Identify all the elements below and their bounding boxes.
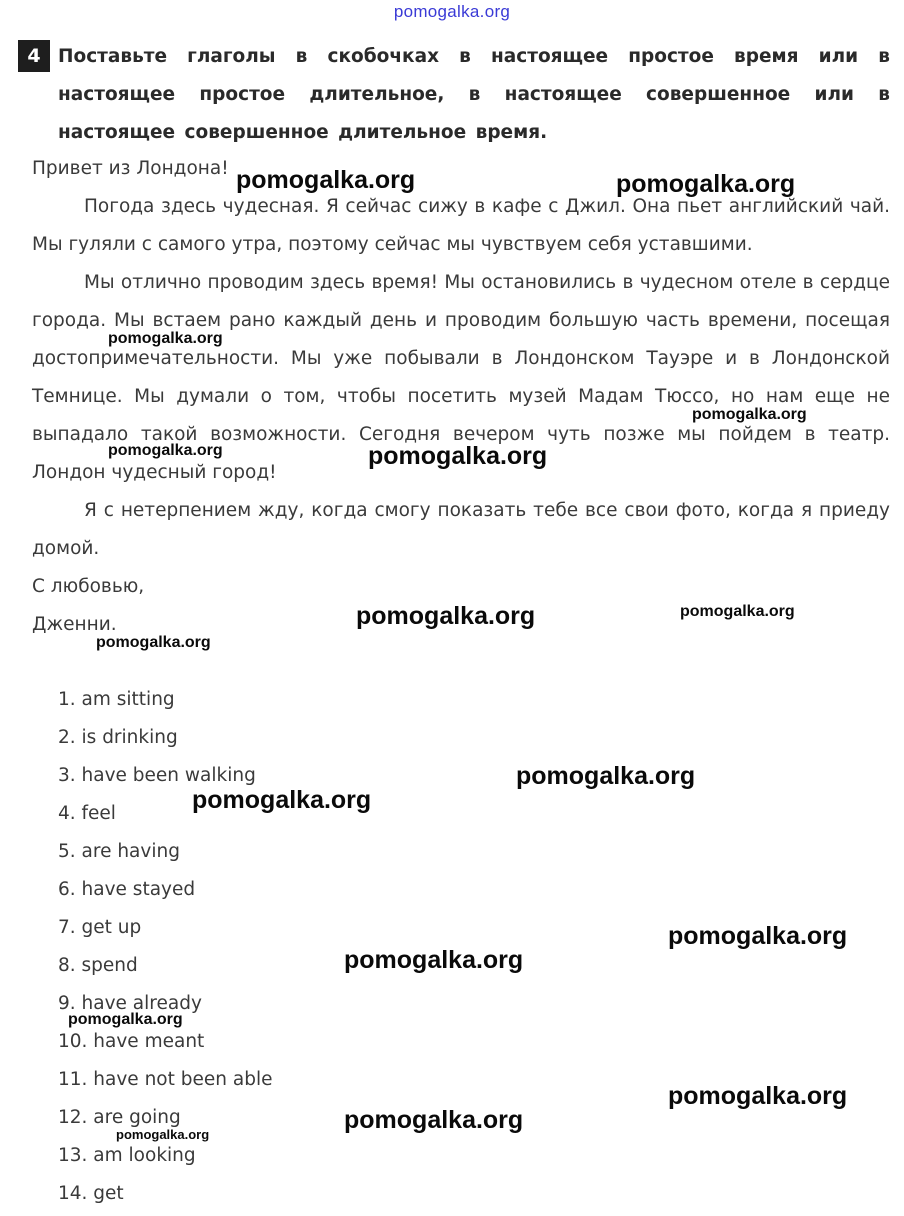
watermark: pomogalka.org: [116, 1127, 210, 1142]
header-watermark: pomogalka.org: [393, 2, 511, 21]
answer-item: 8. spend: [58, 955, 138, 976]
watermark: pomogalka.org: [680, 603, 795, 620]
answer-item: 7. get up: [58, 917, 142, 938]
watermark: pomogalka.org: [68, 1011, 183, 1028]
answer-item: 11. have not been able: [58, 1069, 273, 1090]
answer-item: 3. have been walking: [58, 765, 256, 786]
letter-paragraph: Мы отлично проводим здесь время! Мы остановились в чудесном отеле в сердце города. Мы встаем рано каждый день и проводим большую часть времени, посещая достопримечательности. Мы уже побывали в Лондонском Тауэре и в Лондонской Темнице. Мы думали о том, чтобы посетить музей Мадам Тюссо, но нам еще не выпадало такой возможности. Сегодня вечером чуть позже мы пойдем в театр. Лондон чудесный город!: [32, 272, 890, 483]
answer-item: 9. have already: [58, 993, 202, 1014]
answer-item: 10. have meant: [58, 1031, 205, 1052]
answer-item: 12. are going: [58, 1107, 181, 1128]
watermark: pomogalka.org: [108, 330, 223, 347]
task-number-badge: 4: [18, 40, 50, 72]
letter: [32, 150, 890, 644]
watermark: pomogalka.org: [192, 786, 372, 814]
answer-item: 14. get: [58, 1183, 124, 1204]
watermark: pomogalka.org: [668, 1082, 848, 1110]
watermark: pomogalka.org: [516, 762, 696, 790]
watermark: pomogalka.org: [368, 442, 548, 470]
letter-greeting: Привет из Лондона!: [32, 158, 229, 179]
watermark: pomogalka.org: [356, 602, 536, 630]
watermark: pomogalka.org: [668, 922, 848, 950]
answer-item: 6. have stayed: [58, 879, 196, 900]
answer-item: 13. am looking: [58, 1145, 196, 1166]
watermark: pomogalka.org: [344, 1106, 524, 1134]
watermark: pomogalka.org: [236, 166, 416, 194]
letter-paragraph: Погода здесь чудесная. Я сейчас сижу в кафе с Джил. Она пьет английский чай. Мы гуляли с самого утра, поэтому сейчас мы чувствуем себя уставшими.: [32, 196, 890, 255]
watermark: pomogalka.org: [692, 406, 807, 423]
answer-item: 5. are having: [58, 841, 180, 862]
answer-item: 2. is drinking: [58, 727, 178, 748]
watermark: pomogalka.org: [96, 634, 211, 651]
letter-paragraph: Я с нетерпением жду, когда смогу показать тебе все свои фото, когда я приеду домой.: [32, 500, 890, 559]
letter-closing: С любовью,: [32, 576, 145, 597]
watermark: pomogalka.org: [108, 442, 223, 459]
watermark: pomogalka.org: [344, 946, 524, 974]
answer-item: 1. am sitting: [58, 689, 175, 710]
task-instruction: Поставьте глаголы в скобочках в настоящее простое время или в настоящее простое длительное, в настоящее совершенное или в настоящее совершенное длительное время.: [58, 46, 890, 143]
letter-signature: Дженни.: [32, 614, 117, 635]
watermark: pomogalka.org: [616, 170, 796, 198]
answer-item: 4. feel: [58, 803, 116, 824]
